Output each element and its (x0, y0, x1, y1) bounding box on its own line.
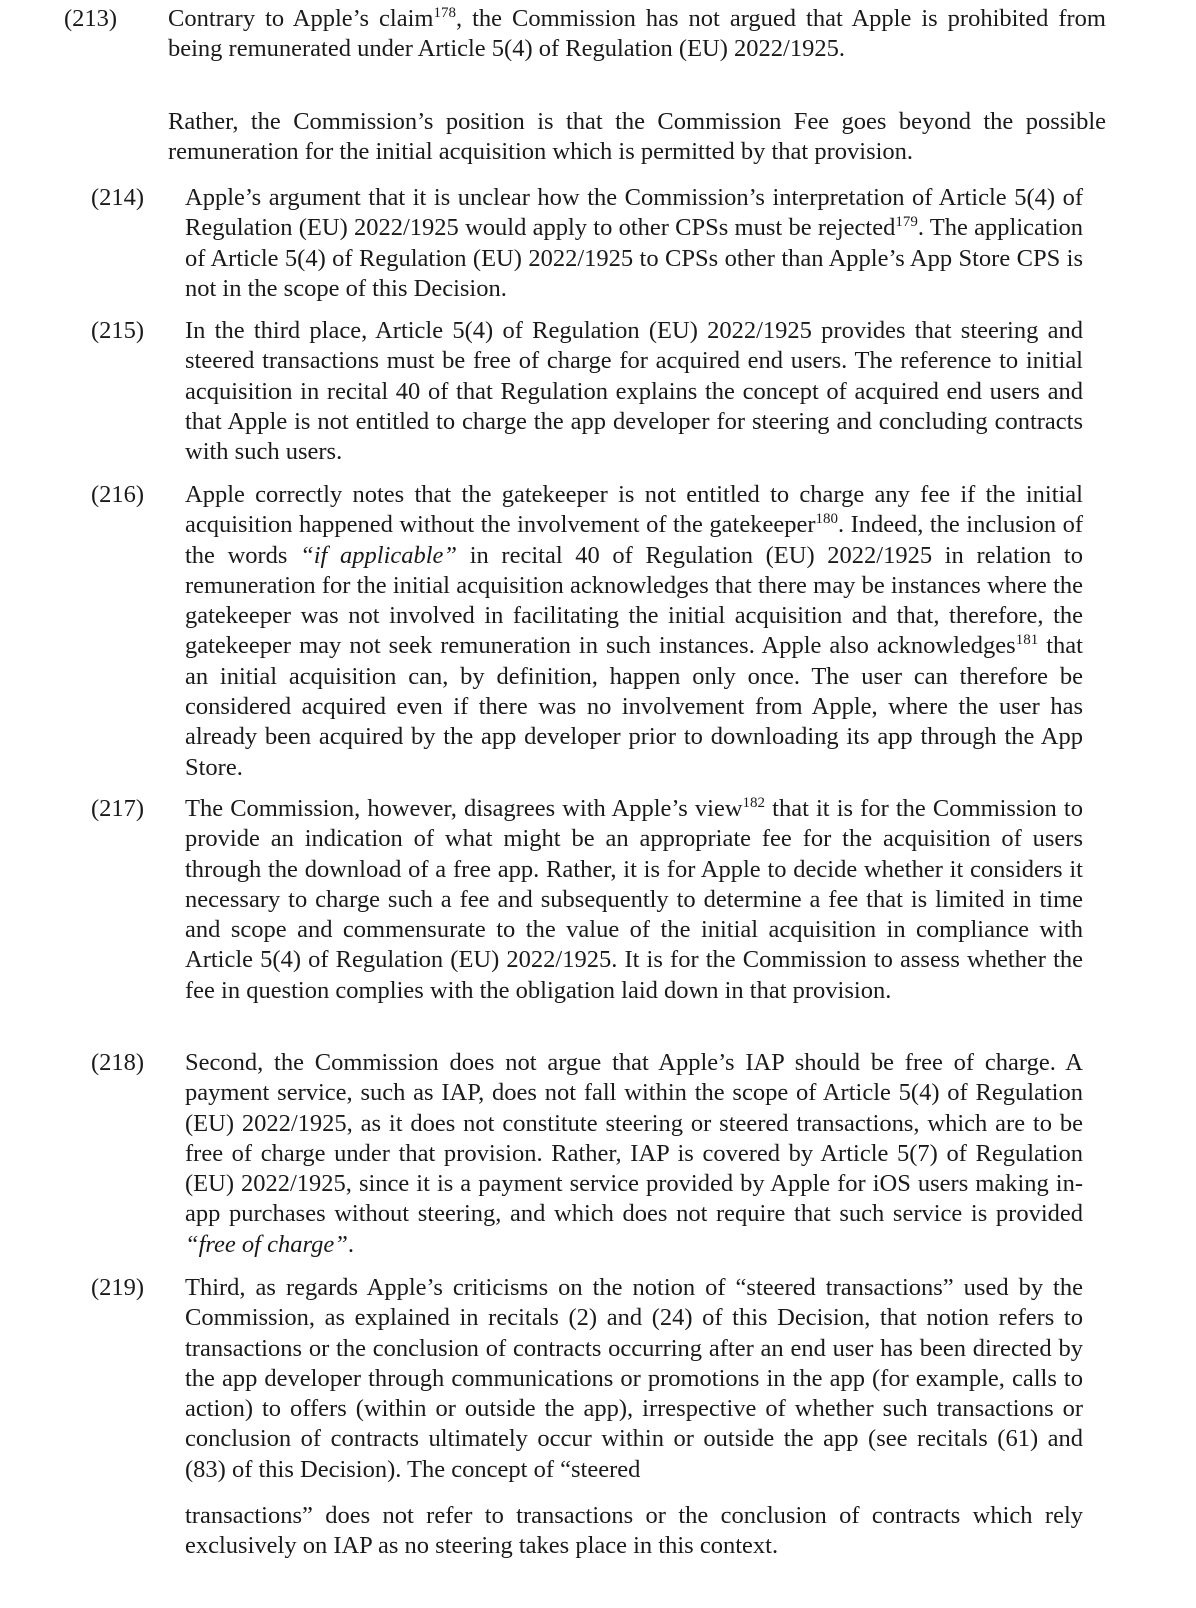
text-segment: In the third place, Article 5(4) of Regulation (EU) 2022/1925 provides that steering and steered transactions must be free of charge for acquired end users. The reference to initial acquisition in recital 40 of that Regulation explains the concept of acquired end users and that Apple is not entitled to charge the app developer for steering and concluding contracts with such users. (185, 317, 1083, 466)
paragraph-text (185, 1048, 1083, 1260)
text-segment: . The application of Article 5(4) of Regulation (EU) 2022/1925 to CPSs other than Apple’s App Store CPS is not in the scope of this Decision. (185, 214, 1083, 302)
footnote-ref-181[interactable]: 181 (1015, 632, 1039, 649)
paragraph-number: (218) (91, 1049, 145, 1076)
paragraph-number: (213) (64, 5, 118, 32)
paragraph-continuation: Rather, the Commission’s position is that the Commission Fee goes beyond the possible remuneration for the initial acquisition which is permitted by that provision. (168, 107, 1106, 165)
text-segment: that an initial acquisition can, by definition, happen only once. The user can therefore be considered acquired even if there was no involvement from Apple, where the user has already been acquired by the app developer prior to downloading its app through the App Store. (185, 632, 1083, 781)
paragraph-text (185, 794, 1083, 1006)
text-segment: in recital 40 of Regulation (EU) 2022/1925 in relation to remuneration for the initial acquisition acknowledges that there may be instances where the gatekeeper was not involved in facilitating the initial acquisition and that, therefore, the gatekeeper may not seek remuneration in such instances. Apple also acknowledges (185, 541, 1083, 660)
quoted-term: “free of charge” (185, 1230, 348, 1258)
footnote-ref-178[interactable]: 178 (433, 5, 456, 21)
paragraph-number: (217) (91, 795, 145, 822)
paragraph-text (185, 183, 1083, 304)
paragraph-continuation: transactions” does not refer to transactions or the conclusion of contracts which rely exclusively on IAP as no steering takes place in this context. (185, 1502, 1083, 1560)
paragraph-number: (216) (91, 481, 145, 508)
paragraph-text (185, 480, 1083, 783)
paragraph-number: (214) (91, 184, 145, 211)
paragraph-text (185, 1273, 1083, 1562)
text-segment: , the Commission has not argued that Apple is prohibited from being remunerated under Article 5(4) of Regulation (EU) 2022/1925. (168, 5, 1106, 63)
text-segment: Second, the Commission does not argue that Apple’s IAP should be free of charge. A payment service, such as IAP, does not fall within the scope of Article 5(4) of Regulation (EU) 2022/1925, as it does not constitute steering or steered transactions, which are to be free of charge under that provision. Rather, IAP is covered by Article 5(7) of Regulation (EU) 2022/1925, since it is a payment service provided by Apple for iOS users making in-app purchases without steering, and which does not require that such service is provided (185, 1049, 1083, 1228)
text-segment: Apple’s argument that it is unclear how the Commission’s interpretation of Article 5(4) of Regulation (EU) 2022/1925 would apply to other CPSs must be rejected (185, 184, 1083, 242)
footnote-ref-179[interactable]: 179 (895, 214, 918, 231)
footnote-ref-182[interactable]: 182 (742, 795, 766, 811)
text-segment: . Indeed, the inclusion of the words (185, 511, 1083, 569)
footnote-ref-180[interactable]: 180 (815, 511, 838, 528)
text-segment: Contrary to Apple’s claim (168, 5, 434, 32)
text-segment: . (347, 1230, 354, 1258)
paragraph-text (185, 316, 1083, 467)
paragraph-number: (219) (91, 1274, 145, 1301)
text-segment: Third, as regards Apple’s criticisms on the notion of “steered transactions” used by the Commission, as explained in recitals (2) and (24) of this Decision, that notion refers to transactions or the conclusion of contracts occurring after an end user has been directed by the app developer through communications or promotions in the app (for example, calls to action) to offers (within or outside the app), irrespective of whether such transactions or conclusion of contracts ultimately occur within or outside the app (see recitals (61) and (83) of this Decision). The concept of “steered (185, 1274, 1083, 1483)
text-segment: The Commission, however, disagrees with Apple’s view (185, 795, 743, 822)
paragraph-number: (215) (91, 317, 145, 344)
paragraph-text (168, 4, 1106, 167)
text-segment: that it is for the Commission to provide an indication of what might be an appropriate fee for the acquisition of users through the download of a free app. Rather, it is for Apple to decide whether it considers it necessary to charge such a fee and subsequently to determine a fee that is limited in time and scope and commensurate to the value of the initial acquisition in compliance with Article 5(4) of Regulation (EU) 2022/1925. It is for the Commission to assess whether the fee in question complies with the obligation laid down in that provision. (185, 795, 1083, 1004)
quoted-term: “if applicable” (300, 541, 458, 569)
text-segment: Apple correctly notes that the gatekeeper is not entitled to charge any fee if the initial acquisition happened without the involvement of the gatekeeper (185, 481, 1083, 539)
